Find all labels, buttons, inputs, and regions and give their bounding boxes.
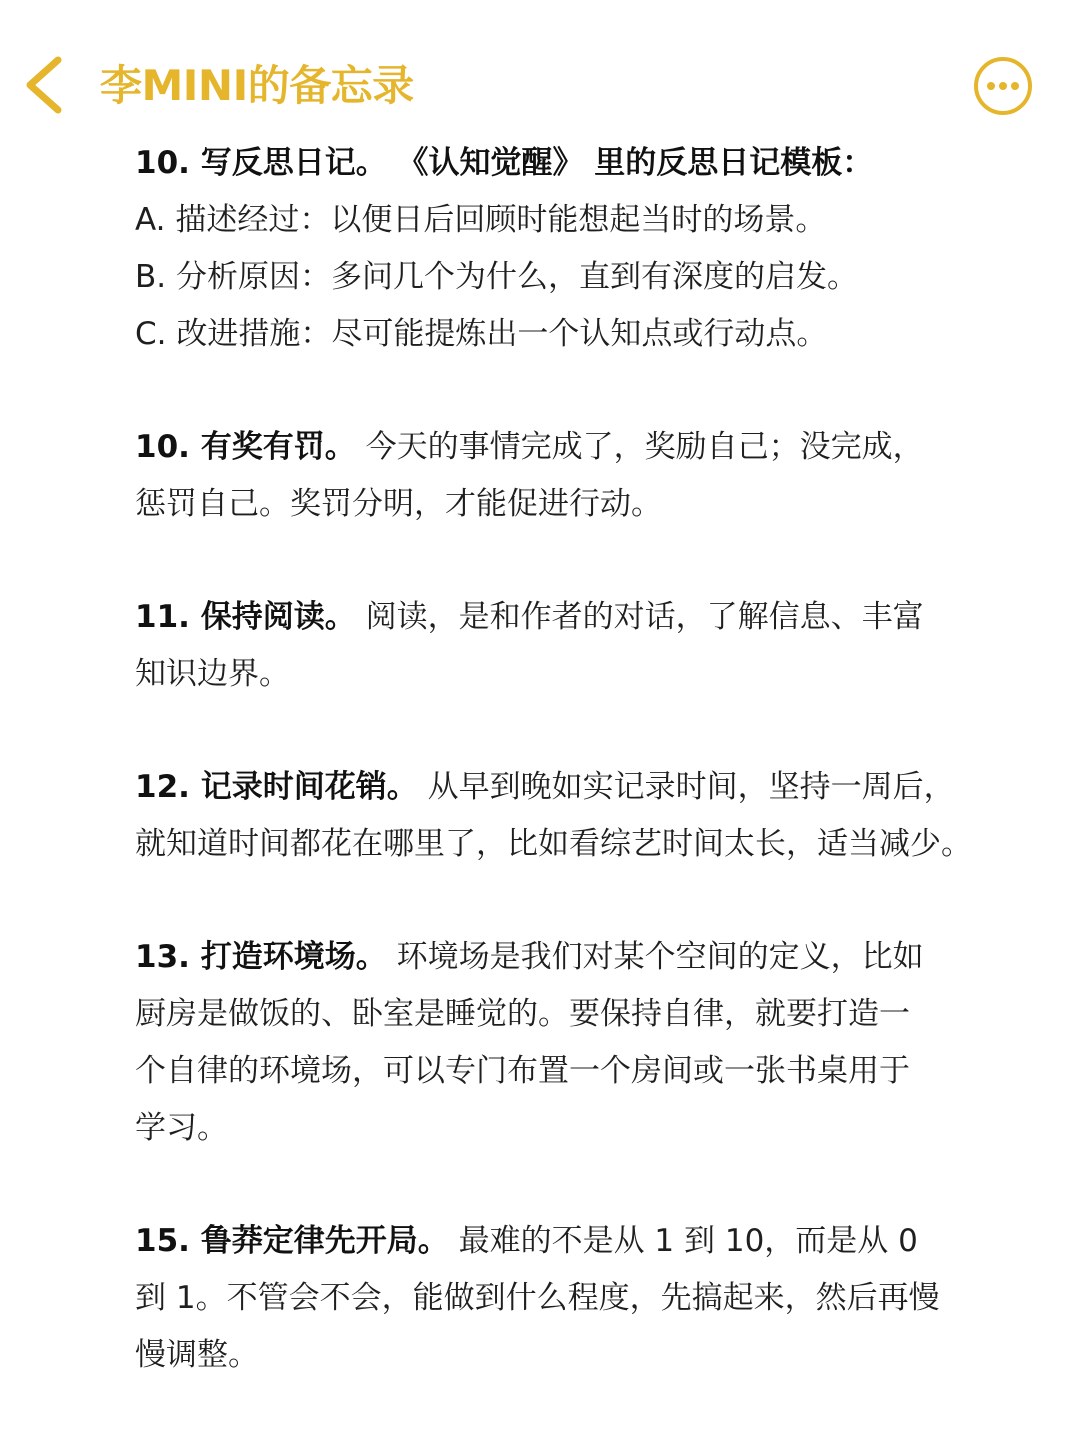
note-heading: 15. 鲁莽定律先开局。 [135, 1223, 449, 1259]
note-body-line: 就知道时间都花在哪里了，比如看综艺时间太长，适当减少。 [135, 826, 972, 862]
note-heading: 10. 写反思日记。 《认知觉醒》 里的反思日记模板： [135, 145, 874, 181]
more-horizontal-icon [972, 55, 1034, 117]
note-keep-reading [135, 589, 1015, 703]
note-body-line: 最难的不是从 1 到 10，而是从 0 [448, 1223, 918, 1259]
note-reflection-diary [135, 135, 1015, 363]
note-heading: 13. 打造环境场。 [135, 939, 387, 975]
note-heading: 11. 保持阅读。 [135, 599, 356, 635]
note-item-a: A. 描述经过：以便日后回顾时能想起当时的场景。 [135, 202, 827, 238]
note-reckless-start [135, 1213, 1015, 1384]
note-item-b: B. 分析原因：多问几个为什么，直到有深度的启发。 [135, 259, 858, 295]
note-body-line: 从早到晚如实记录时间，坚持一周后， [417, 769, 955, 805]
note-environment-field [135, 929, 1015, 1157]
note-body-line: 个自律的环境场，可以专门布置一个房间或一张书桌用于 [135, 1053, 910, 1089]
top-bar [0, 0, 1080, 130]
note-time-log [135, 759, 1015, 873]
note-body-line: 学习。 [135, 1110, 228, 1146]
note-body-line: 慢调整。 [135, 1337, 259, 1373]
more-options-button[interactable] [972, 55, 1034, 117]
chevron-left-icon [14, 50, 74, 120]
note-body-line: 厨房是做饭的、卧室是睡觉的。要保持自律，就要打造一 [135, 996, 910, 1032]
note-heading: 10. 有奖有罚。 [135, 429, 356, 465]
back-button[interactable] [14, 50, 74, 120]
note-body-line: 到 1。不管会不会，能做到什么程度，先搞起来，然后再慢 [135, 1280, 940, 1316]
note-body-line: 惩罚自己。奖罚分明，才能促进行动。 [135, 486, 662, 522]
note-body-line: 环境场是我们对某个空间的定义，比如 [386, 939, 924, 975]
note-body-line: 今天的事情完成了，奖励自己；没完成， [355, 429, 924, 465]
note-body-line: 阅读，是和作者的对话，了解信息、丰富 [355, 599, 924, 635]
note-body-line: 知识边界。 [135, 656, 290, 692]
note-item-c: C. 改进措施：尽可能提炼出一个认知点或行动点。 [135, 316, 828, 352]
app-title: 李MINI的备忘录 [100, 61, 414, 110]
note-content [135, 135, 1015, 1440]
note-heading: 12. 记录时间花销。 [135, 769, 418, 805]
note-reward-punish [135, 419, 1015, 533]
